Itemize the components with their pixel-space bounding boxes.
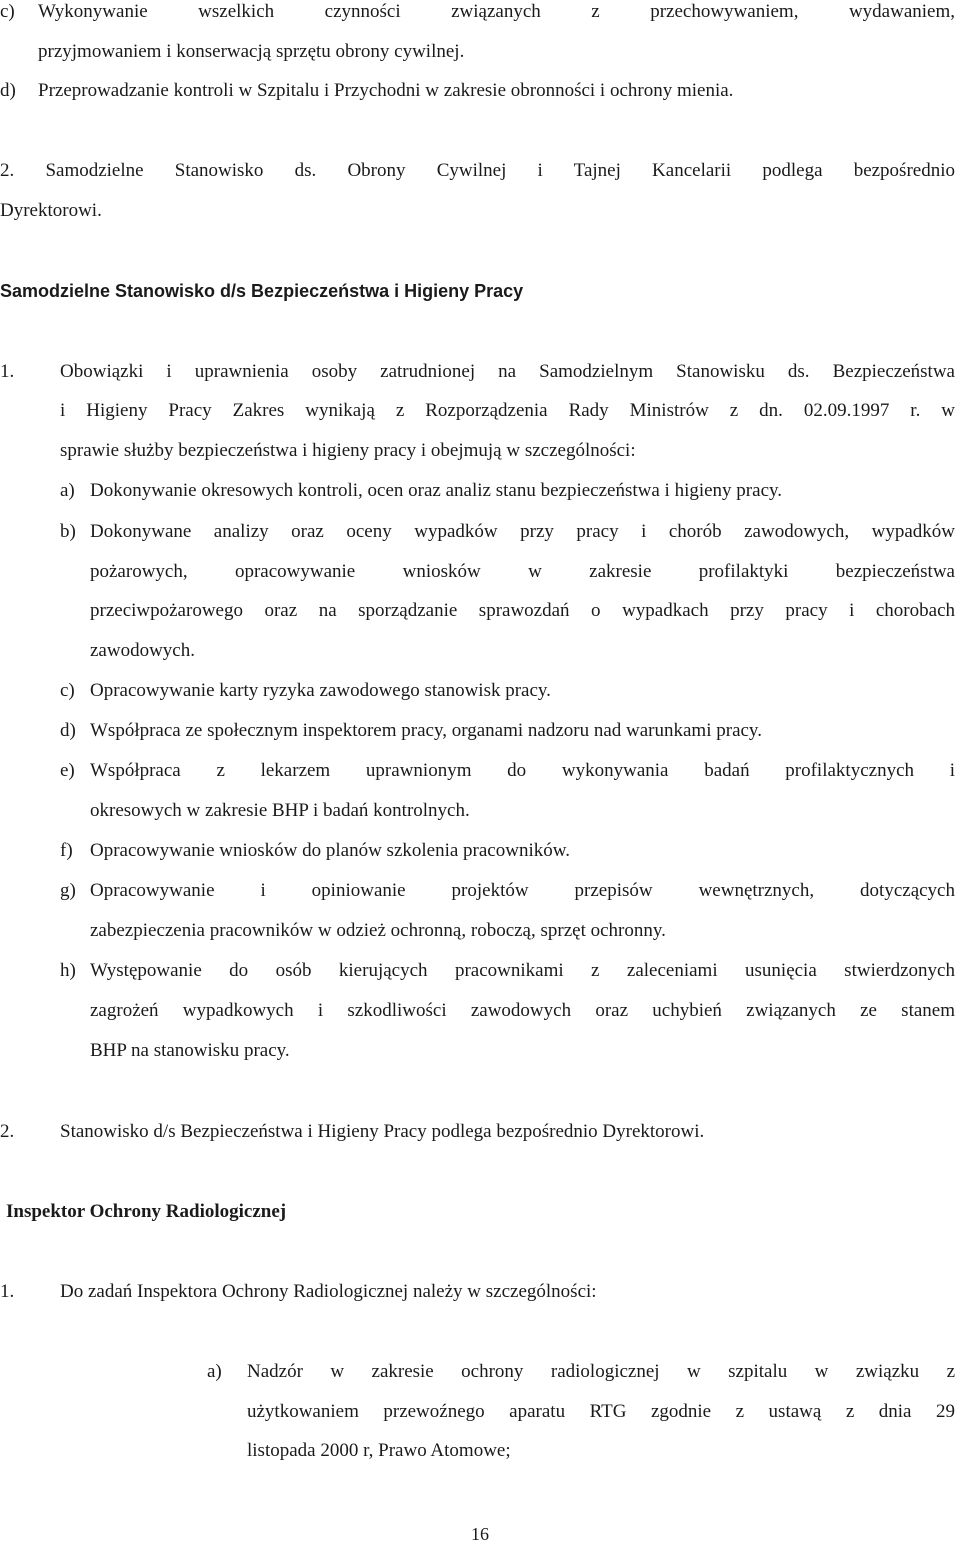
paragraph-line: Dyrektorowi. xyxy=(0,200,102,221)
section-heading-bhp: Samodzielne Stanowisko d/s Bezpieczeństwa i Higieny Pracy xyxy=(0,281,524,301)
paragraph-line: Stanowisko d/s Bezpieczeństwa i Higieny Pracy podlega bezpośrednio Dyrektorowi. xyxy=(60,1121,705,1142)
item-label: g) xyxy=(60,880,76,901)
item-text-line: użytkowaniem przewoźnego aparatu RTG zgodnie z ustawą z dnia 29 xyxy=(247,1401,955,1422)
paragraph-line: Obowiązki i uprawnienia osoby zatrudnionej na Samodzielnym Stanowisku ds. Bezpieczeństwa xyxy=(60,361,955,382)
item-label: a) xyxy=(207,1361,222,1382)
point-number: 1. xyxy=(0,1281,15,1302)
item-label: c) xyxy=(60,680,75,701)
paragraph-line: i Higieny Pracy Zakres wynikają z Rozporządzenia Rady Ministrów z dn. 02.09.1997 r. w xyxy=(60,400,955,421)
item-text-line: zawodowych. xyxy=(90,640,195,661)
item-text-line: Występowanie do osób kierujących pracownikami z zaleceniami usunięcia stwierdzonych xyxy=(90,960,955,981)
item-label: h) xyxy=(60,960,76,981)
item-text-line: Dokonywanie okresowych kontroli, ocen oraz analiz stanu bezpieczeństwa i higieny pracy. xyxy=(90,480,783,501)
item-text-line: Opracowywanie karty ryzyka zawodowego stanowisk pracy. xyxy=(90,680,551,701)
item-text-line: Współpraca ze społecznym inspektorem pracy, organami nadzoru nad warunkami pracy. xyxy=(90,720,762,741)
item-text-line: BHP na stanowisku pracy. xyxy=(90,1040,290,1061)
section-heading-radiology: Inspektor Ochrony Radiologicznej xyxy=(6,1201,287,1222)
item-text-line: pożarowych, opracowywanie wniosków w zakresie profilaktyki bezpieczeństwa xyxy=(90,561,955,582)
item-label: b) xyxy=(60,521,76,542)
item-text-line: Opracowywanie i opiniowanie projektów przepisów wewnętrznych, dotyczących xyxy=(90,880,955,901)
item-text-line: Dokonywane analizy oraz oceny wypadków przy pracy i chorób zawodowych, wypadków xyxy=(90,521,955,542)
item-text-line: Opracowywanie wniosków do planów szkolenia pracowników. xyxy=(90,840,570,861)
item-label: d) xyxy=(0,80,16,101)
item-text-line: Nadzór w zakresie ochrony radiologicznej w szpitalu w związku z xyxy=(247,1361,955,1382)
item-text-line: okresowych w zakresie BHP i badań kontrolnych. xyxy=(90,800,470,821)
item-label: e) xyxy=(60,760,75,781)
item-text-line: Przeprowadzanie kontroli w Szpitalu i Przychodni w zakresie obronności i ochrony mienia. xyxy=(38,80,734,101)
item-text-line: Wykonywanie wszelkich czynności związanych z przechowywaniem, wydawaniem, xyxy=(38,1,955,22)
paragraph-line: sprawie służby bezpieczeństwa i higieny pracy i obejmują w szczególności: xyxy=(60,440,636,461)
item-text-line: zagrożeń wypadkowych i szkodliwości zawodowych oraz uchybień związanych ze stanem xyxy=(90,1000,955,1021)
page-number: 16 xyxy=(471,1524,489,1544)
item-text-line: zabezpieczenia pracowników w odzież ochronną, roboczą, sprzęt ochronny. xyxy=(90,920,666,941)
paragraph-line: Do zadań Inspektora Ochrony Radiologicznej należy w szczególności: xyxy=(60,1281,597,1302)
point-number: 1. xyxy=(0,361,15,382)
item-label: a) xyxy=(60,480,75,501)
item-text-line: przeciwpożarowego oraz na sporządzanie sprawozdań o wypadkach przy pracy i chorobach xyxy=(90,600,955,621)
item-label: d) xyxy=(60,720,76,741)
item-label: c) xyxy=(0,1,15,22)
item-label: f) xyxy=(60,840,73,861)
paragraph-line: 2. Samodzielne Stanowisko ds. Obrony Cywilnej i Tajnej Kancelarii podlega bezpośrednio xyxy=(0,160,955,181)
point-number: 2. xyxy=(0,1121,15,1142)
item-text-line: przyjmowaniem i konserwacją sprzętu obrony cywilnej. xyxy=(38,41,465,62)
item-text-line: Współpraca z lekarzem uprawnionym do wykonywania badań profilaktycznych i xyxy=(90,760,955,781)
item-text-line: listopada 2000 r, Prawo Atomowe; xyxy=(247,1440,511,1461)
